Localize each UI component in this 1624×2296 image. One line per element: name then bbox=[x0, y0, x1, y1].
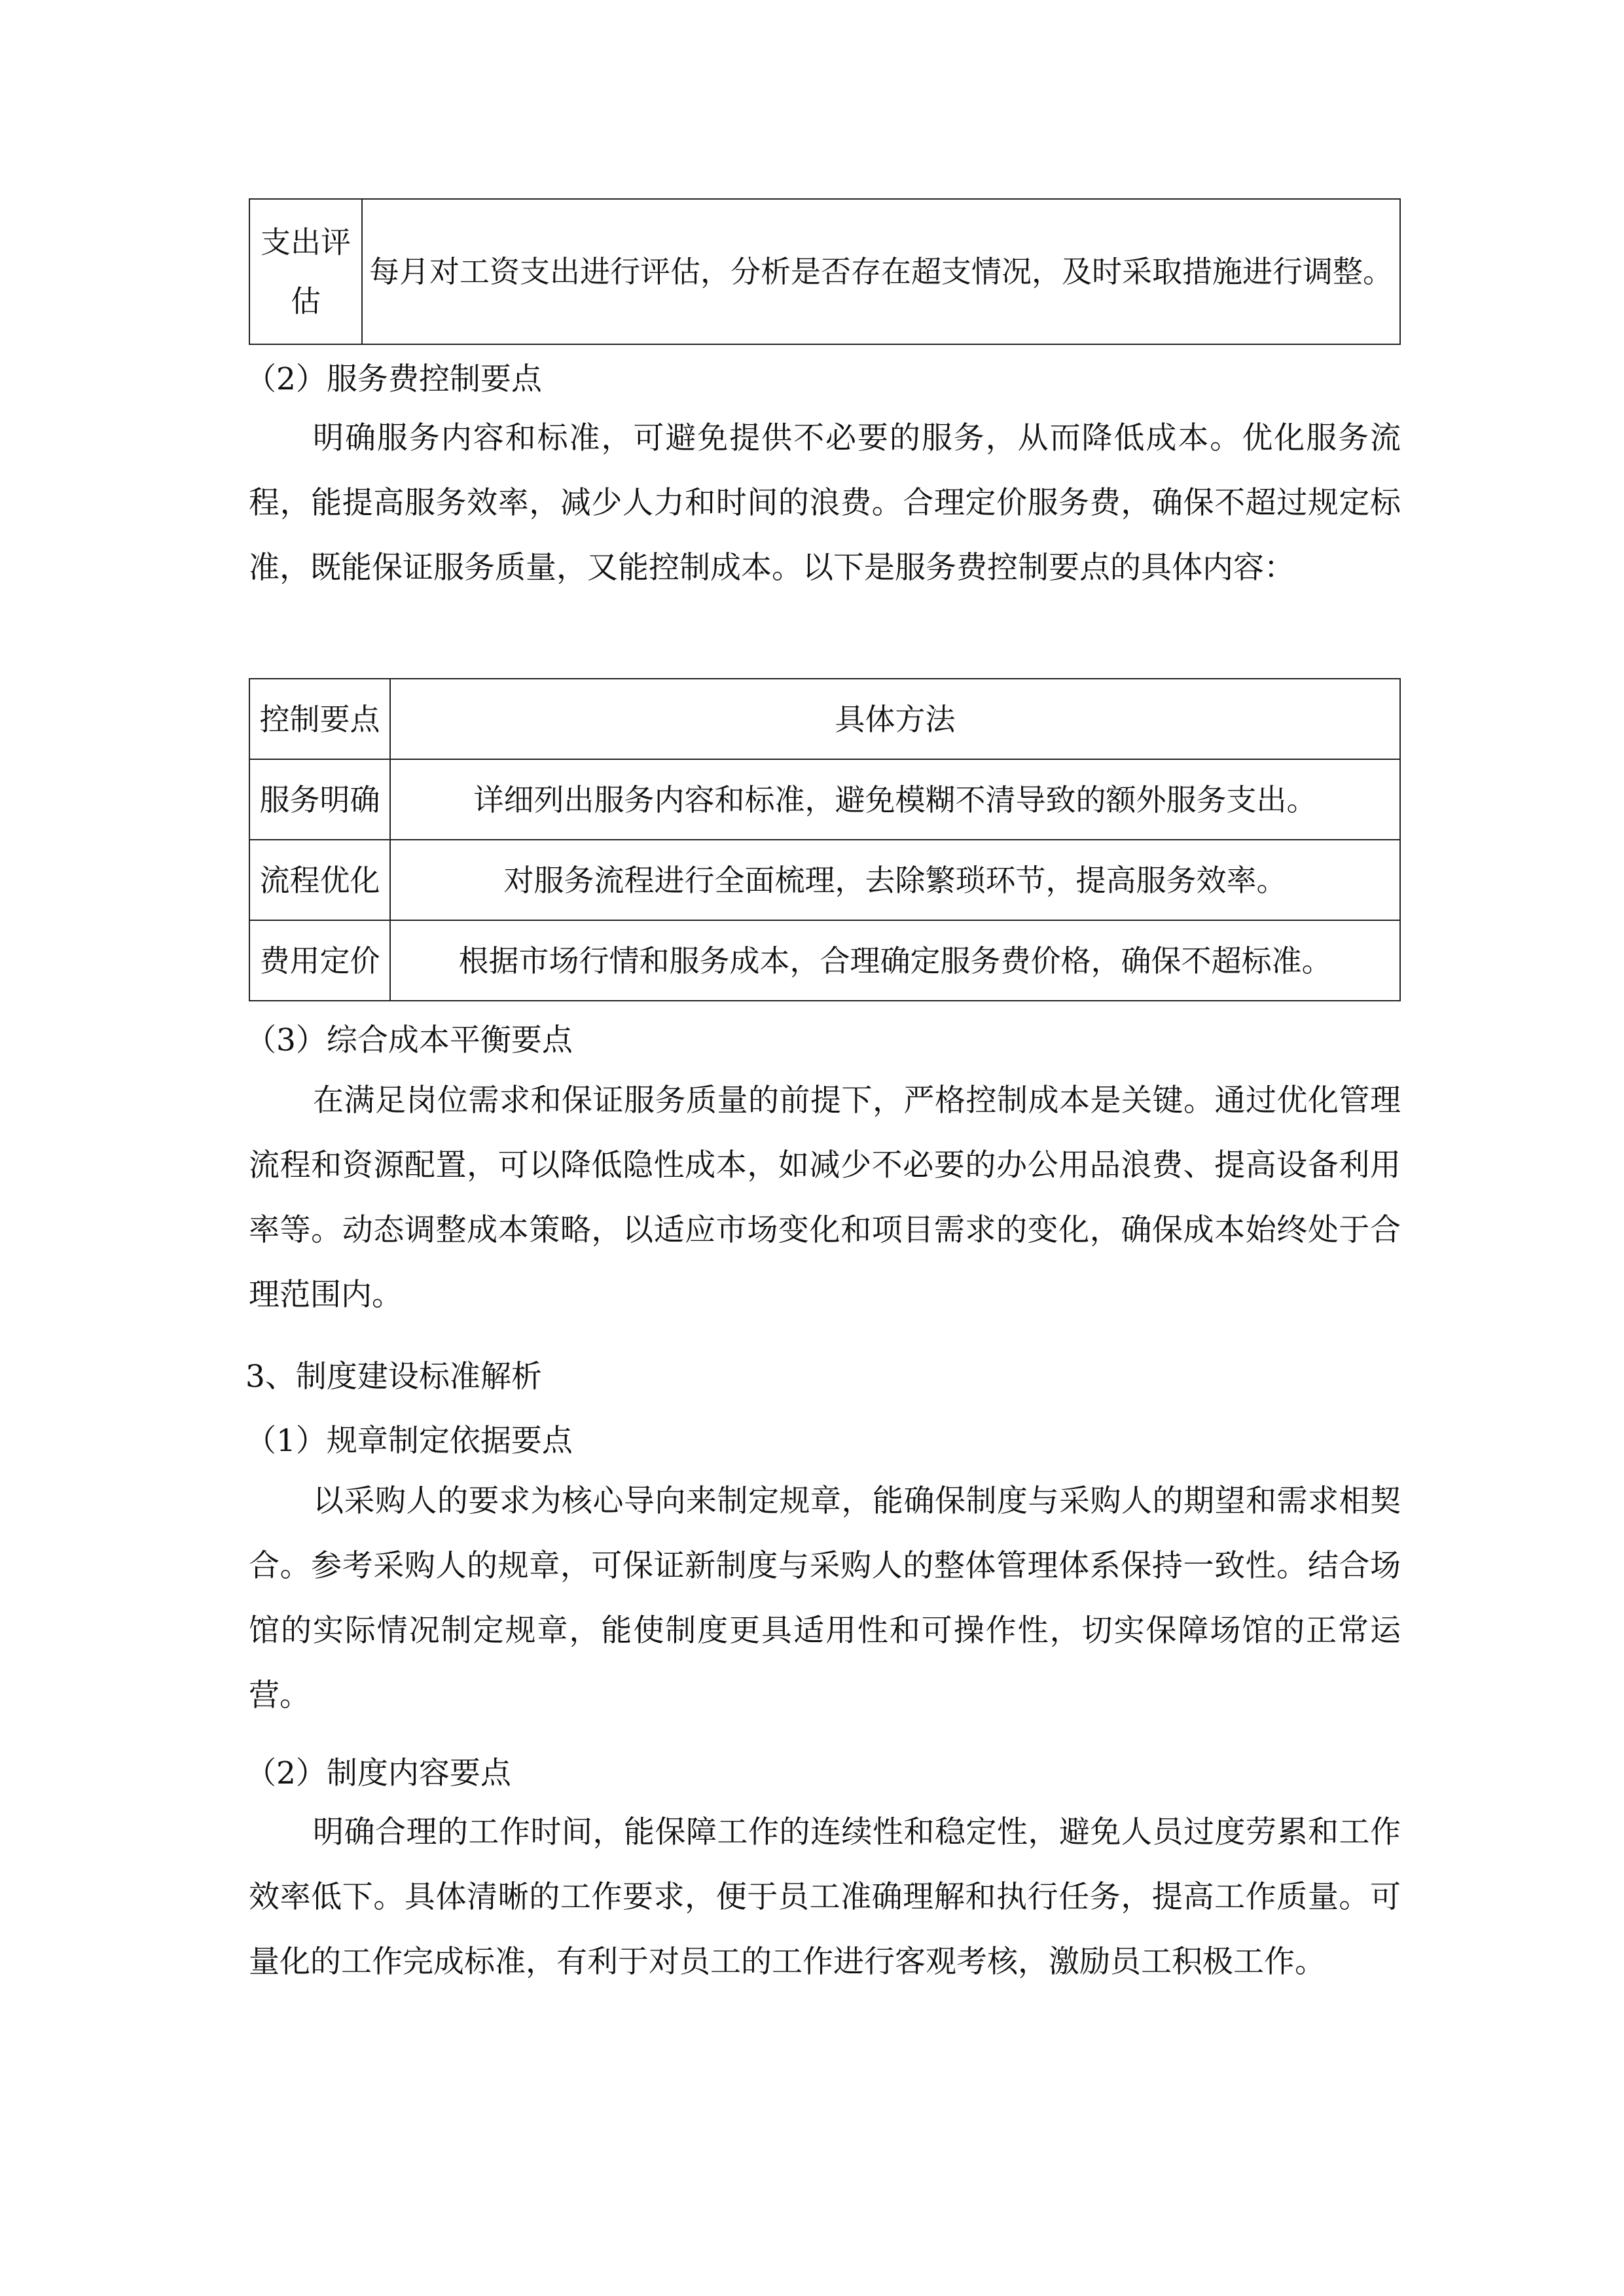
paragraph: 明确服务内容和标准，可避免提供不必要的服务，从而降低成本。优化服务流程，能提高服务效率，减少人力和时间的浪费。合理定价服务费，确保不超过规定标准，既能保证服务质量，又能控制成本。以下是服务费控制要点的具体内容： bbox=[249, 420, 1401, 586]
table-cell-label: 支出评估 bbox=[249, 199, 362, 344]
table-row bbox=[249, 920, 1400, 1001]
table-header-cell: 控制要点 bbox=[249, 679, 390, 759]
paragraph: 明确合理的工作时间，能保障工作的连续性和稳定性，避免人员过度劳累和工作效率低下。具体清晰的工作要求，便于员工准确理解和执行任务，提高工作质量。可量化的工作完成标准，有利于对员工的工作进行客观考核，激励员工积极工作。 bbox=[249, 1814, 1401, 1980]
paragraph: 在满足岗位需求和保证服务质量的前提下，严格控制成本是关键。通过优化管理流程和资源配置，可以降低隐性成本，如减少不必要的办公用品浪费、提高设备利用率等。动态调整成本策略，以适应市场变化和项目需求的变化，确保成本始终处于合理范围内。 bbox=[249, 1083, 1401, 1313]
table-cell-text: 根据市场行情和服务成本，合理确定服务费价格，确保不超标准。 bbox=[390, 920, 1400, 1001]
section-heading: （2）制度内容要点 bbox=[245, 1755, 511, 1791]
service-fee-control-table bbox=[249, 678, 1401, 1001]
paragraph: 以采购人的要求为核心导向来制定规章，能确保制度与采购人的期望和需求相契合。参考采购人的规章，可保证新制度与采购人的整体管理体系保持一致性。结合场馆的实际情况制定规章，能使制度更具适用性和可操作性，切实保障场馆的正常运营。 bbox=[249, 1483, 1401, 1713]
section-heading: （3）综合成本平衡要点 bbox=[245, 1022, 573, 1058]
table-cell-label: 服务明确 bbox=[249, 759, 390, 840]
chapter-heading: 3、制度建设标准解析 bbox=[245, 1359, 542, 1395]
section-heading: （2）服务费控制要点 bbox=[245, 361, 542, 397]
table-header-row bbox=[249, 679, 1400, 759]
table-row bbox=[249, 759, 1400, 840]
table-row bbox=[249, 840, 1400, 920]
table-cell-label: 流程优化 bbox=[249, 840, 390, 920]
table-cell-text: 每月对工资支出进行评估，分析是否存在超支情况，及时采取措施进行调整。 bbox=[362, 199, 1400, 344]
table-cell-label: 费用定价 bbox=[249, 920, 390, 1001]
salary-expense-table bbox=[249, 198, 1401, 345]
table-row bbox=[249, 199, 1400, 344]
section-heading: （1）规章制定依据要点 bbox=[245, 1423, 573, 1459]
table-header-cell: 具体方法 bbox=[390, 679, 1400, 759]
table-cell-text: 对服务流程进行全面梳理，去除繁琐环节，提高服务效率。 bbox=[390, 840, 1400, 920]
table-cell-text: 详细列出服务内容和标准，避免模糊不清导致的额外服务支出。 bbox=[390, 759, 1400, 840]
